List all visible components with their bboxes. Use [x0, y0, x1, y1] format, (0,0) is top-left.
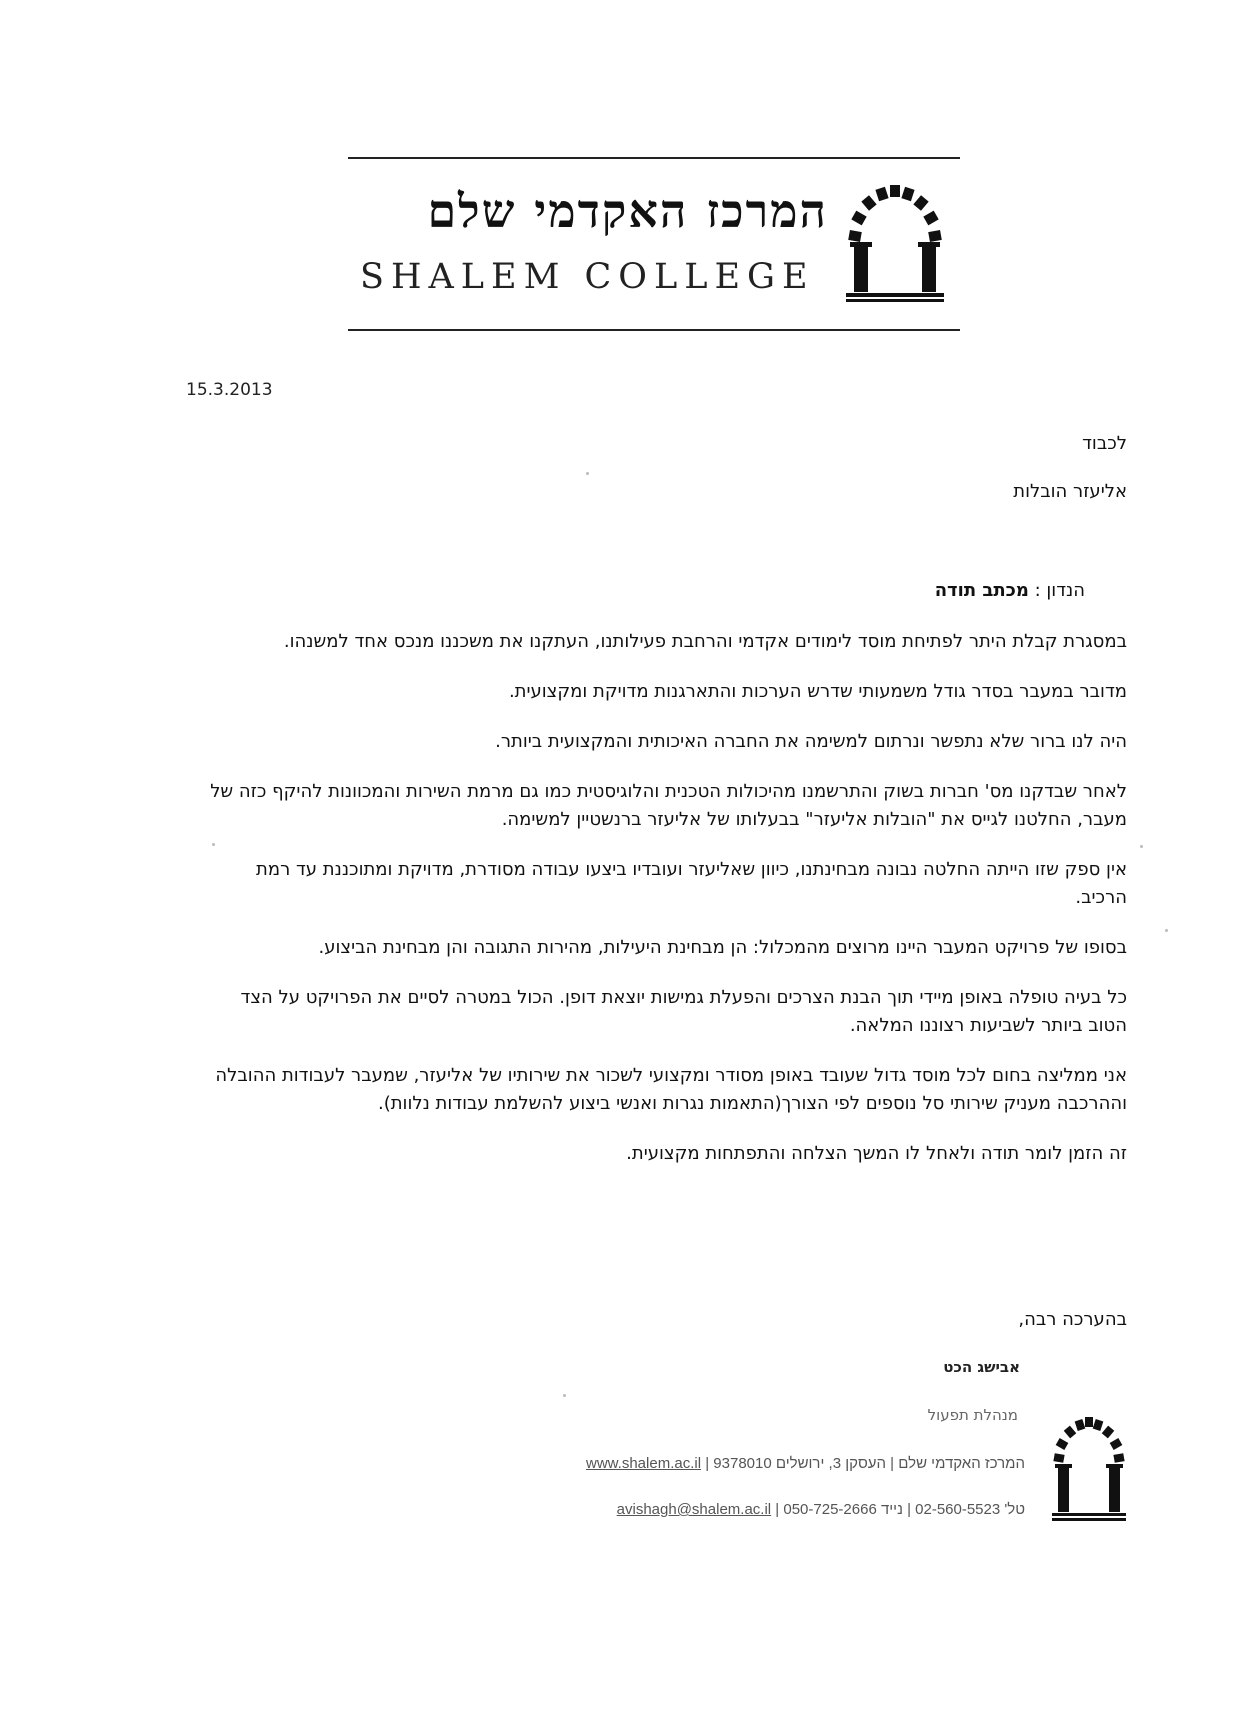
scan-speck [1165, 929, 1168, 932]
footer-phones: טל' 02-560-5523 | נייד 050-725-2666 | [775, 1501, 1025, 1518]
college-name-english: SHALEM COLLEGE [360, 257, 815, 297]
signatory-title: מנהלת תפעול [927, 1406, 1018, 1424]
body-paragraph: בסופו של פרויקט המעבר היינו מרוצים מהמכלול: הן מבחינת היעילות, מהירות התגובה והן מבחינת הביצוע. [318, 937, 1127, 958]
letterhead-top-rule [348, 157, 960, 159]
closing-line: בהערכה רבה, [1018, 1309, 1127, 1330]
arch-columns-icon [846, 180, 944, 304]
body-paragraph: אני ממליצה בחום לכל מוסד גדול שעובד באופן מסודר ומקצועי לשכור את שירותיו של אליעזר, שמעבר לעבודות ההובלה וההרכבה מעניק שירותי סל נוספים לפי הצורך(התאמות נגרות ואנשי ביצוע להשלמת עבודות נלוות). [215, 1065, 1127, 1114]
subject-label: הנדון : [1034, 580, 1085, 601]
scan-speck [586, 472, 589, 475]
scan-speck [212, 843, 215, 846]
subject-value: מכתב תודה [934, 580, 1029, 601]
footer-address-line [586, 1455, 1025, 1472]
recipient-name: אליעזר הובלות [1013, 481, 1127, 502]
letter-body [207, 628, 1127, 1190]
letterhead-bottom-rule [348, 329, 960, 331]
body-paragraph: לאחר שבדקנו מס' חברות בשוק והתרשמנו מהיכולות הטכנית והלוגיסטית כמו גם מרמת השירות והמכוונות להיקף כזה של מעבר, החלטנו לגייס את "הובלות אליעזר" בבעלותו של אליעזר ברנשטיין למשימה. [210, 781, 1127, 830]
body-paragraph: זה הזמן לומר תודה ולאחל לו המשך הצלחה והתפתחות מקצועית. [626, 1143, 1127, 1164]
body-paragraph: כל בעיה טופלה באופן מיידי תוך הבנת הצרכים והפעלת גמישות יוצאת דופן. הכול במטרה לסיים את הפרויקט על הצד הטוב ביותר לשביעות רצוננו המלאה. [240, 987, 1127, 1036]
body-paragraph: היה לנו ברור שלא נתפשר ונרתום למשימה את החברה האיכותית והמקצועית ביותר. [495, 731, 1127, 752]
letter-date: 15.3.2013 [186, 380, 273, 400]
recipient-salutation: לכבוד [1082, 433, 1127, 454]
website-link[interactable]: www.shalem.ac.il [586, 1455, 702, 1472]
body-paragraph: אין ספק שזו הייתה החלטה נבונה מבחינתנו, כיוון שאליעזר ועובדיו ביצעו עבודה מסודרת, מדויקת ומתוכננת עד רמת הרכיב. [256, 859, 1127, 908]
email-link[interactable]: avishagh@shalem.ac.il [616, 1501, 772, 1518]
body-paragraph: במסגרת קבלת היתר לפתיחת מוסד לימודים אקדמי והרחבת פעילותנו, העתקנו את משכננו מנכס אחד למשנהו. [283, 631, 1127, 652]
scan-speck [1140, 845, 1143, 848]
footer-contact-line [617, 1501, 1025, 1518]
footer-address: המרכז האקדמי שלם | העסקן 3, ירושלים 9378010 | [705, 1455, 1025, 1472]
arch-columns-icon [1052, 1413, 1126, 1523]
signatory-name: אבישג הכט [943, 1358, 1020, 1376]
scan-speck [563, 1394, 566, 1397]
subject-line [935, 577, 1085, 605]
body-paragraph: מדובר במעבר בסדר גודל משמעותי שדרש הערכות והתארגנות מדויקת ומקצועית. [508, 681, 1127, 702]
college-name-hebrew: המרכז האקדמי שלם [427, 184, 828, 238]
